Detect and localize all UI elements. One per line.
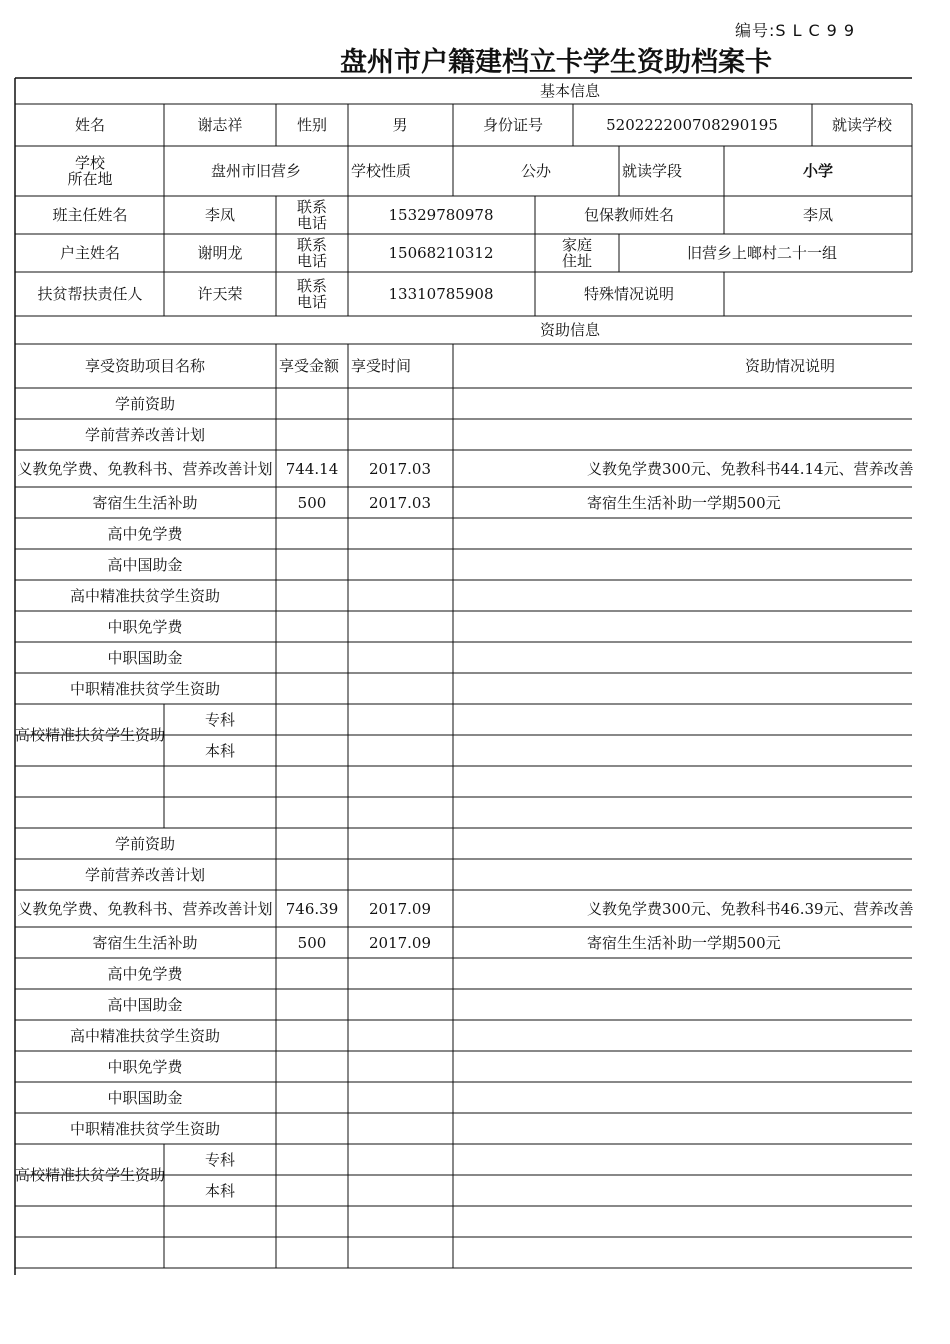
aid-description: 寄宿生生活补助一学期500元	[587, 933, 781, 952]
householder-label: 户主姓名	[59, 244, 121, 262]
aid-item-name: 学前资助	[114, 834, 176, 853]
householder-phone-label-line-1: 联系	[296, 236, 328, 254]
college-aid-label: 高校精准扶贫学生资助	[15, 1166, 166, 1184]
aid-item-name: 高中精准扶贫学生资助	[69, 1026, 221, 1045]
header-amount: 享受金额	[279, 357, 340, 375]
aid-amount: 500	[297, 933, 327, 952]
aid-item-name: 中职国助金	[107, 648, 183, 667]
aid-item-name: 中职免学费	[107, 1057, 183, 1076]
school-type-label: 学校性质	[351, 162, 412, 180]
header-time: 享受时间	[351, 357, 412, 375]
poverty-phone-label	[297, 278, 327, 310]
aid-item-name: 学前营养改善计划	[84, 425, 206, 444]
poverty-person-value: 许天荣	[197, 285, 243, 303]
id-number-value: 520222200708290195	[606, 116, 778, 134]
school-location-label-line-1: 学校	[74, 154, 106, 172]
aid-time: 2017.03	[368, 493, 432, 512]
school-location-label	[67, 155, 112, 187]
aid-item-name: 高中国助金	[107, 995, 183, 1014]
name-label: 姓名	[74, 116, 106, 134]
teacher-value: 李凤	[204, 206, 236, 224]
page-title: 盘州市户籍建档立卡学生资助档案卡	[340, 47, 772, 78]
school-location-label-line-2: 所在地	[67, 170, 113, 188]
aid-item-name: 寄宿生生活补助	[92, 493, 198, 512]
stage-value: 小学	[802, 162, 834, 180]
aid-item-name: 中职免学费	[107, 617, 183, 636]
college-sub-undergrad: 本科	[204, 741, 236, 760]
teacher-phone-label-line-2: 电话	[296, 214, 328, 232]
header-item-name: 享受资助项目名称	[84, 357, 206, 375]
aid-item-name: 高中免学费	[107, 524, 183, 543]
aid-item-name: 中职精准扶贫学生资助	[69, 1119, 221, 1138]
school-label: 就读学校	[831, 116, 893, 134]
aid-info-heading: 资助信息	[539, 321, 601, 339]
aid-time: 2017.09	[368, 933, 432, 952]
school-type-value: 公办	[520, 162, 552, 180]
poverty-person-label: 扶贫帮扶责任人	[37, 285, 143, 303]
document-number-label: 编号:	[735, 21, 776, 40]
aid-amount: 500	[297, 493, 327, 512]
special-note-label: 特殊情况说明	[583, 285, 675, 303]
aid-item-name: 中职精准扶贫学生资助	[69, 679, 221, 698]
college-sub-junior: 专科	[204, 710, 236, 729]
gender-label: 性别	[296, 116, 328, 134]
college-sub-undergrad: 本科	[204, 1181, 236, 1200]
aid-amount: 744.14	[285, 459, 339, 478]
aid-description: 义教免学费300元、免教科书46.39元、营养改善	[587, 899, 914, 918]
id-label: 身份证号	[482, 116, 544, 134]
aid-amount: 746.39	[285, 899, 339, 918]
address-value: 旧营乡上啷村二十一组	[686, 244, 838, 262]
householder-phone-label	[297, 237, 327, 269]
aid-item-name: 中职国助金	[107, 1088, 183, 1107]
teacher-phone-value: 15329780978	[388, 206, 494, 224]
aid-item-name: 寄宿生生活补助	[92, 933, 198, 952]
householder-phone-value: 15068210312	[388, 244, 494, 262]
college-aid-label: 高校精准扶贫学生资助	[15, 726, 166, 744]
aid-item-name: 高中免学费	[107, 964, 183, 983]
aid-item-name: 学前资助	[114, 394, 176, 413]
aid-item-name: 高中国助金	[107, 555, 183, 574]
poverty-phone-label-line-1: 联系	[296, 277, 328, 295]
teacher-phone-label-line-1: 联系	[296, 198, 328, 216]
gender-value: 男	[392, 116, 408, 134]
college-sub-junior: 专科	[204, 1150, 236, 1169]
teacher-label: 班主任姓名	[52, 206, 128, 224]
aid-item-name: 义教免学费、免教科书、营养改善计划	[17, 899, 273, 918]
aid-item-name: 高中精准扶贫学生资助	[69, 586, 221, 605]
basic-info-heading: 基本信息	[539, 82, 601, 100]
document-number-value: SLC99	[775, 21, 862, 40]
aid-description: 寄宿生生活补助一学期500元	[587, 493, 781, 512]
header-description: 资助情况说明	[744, 357, 836, 375]
aid-description: 义教免学费300元、免教科书44.14元、营养改善	[587, 459, 914, 478]
aid-item-name: 学前营养改善计划	[84, 865, 206, 884]
guarantor-label: 包保教师姓名	[583, 206, 675, 224]
school-location-value: 盘州市旧营乡	[210, 162, 302, 180]
aid-time: 2017.09	[368, 899, 432, 918]
stage-label: 就读学段	[622, 162, 683, 180]
householder-phone-label-line-2: 电话	[296, 252, 328, 270]
address-label	[562, 237, 592, 269]
aid-time: 2017.03	[368, 459, 432, 478]
name-value: 谢志祥	[197, 116, 243, 134]
poverty-phone-label-line-2: 电话	[296, 293, 328, 311]
poverty-phone-value: 13310785908	[388, 285, 494, 303]
teacher-phone-label	[297, 199, 327, 231]
guarantor-value: 李凤	[802, 206, 834, 224]
address-label-line-2: 住址	[561, 252, 593, 270]
aid-item-name: 义教免学费、免教科书、营养改善计划	[17, 459, 273, 478]
address-label-line-1: 家庭	[561, 236, 593, 254]
householder-value: 谢明龙	[197, 244, 243, 262]
